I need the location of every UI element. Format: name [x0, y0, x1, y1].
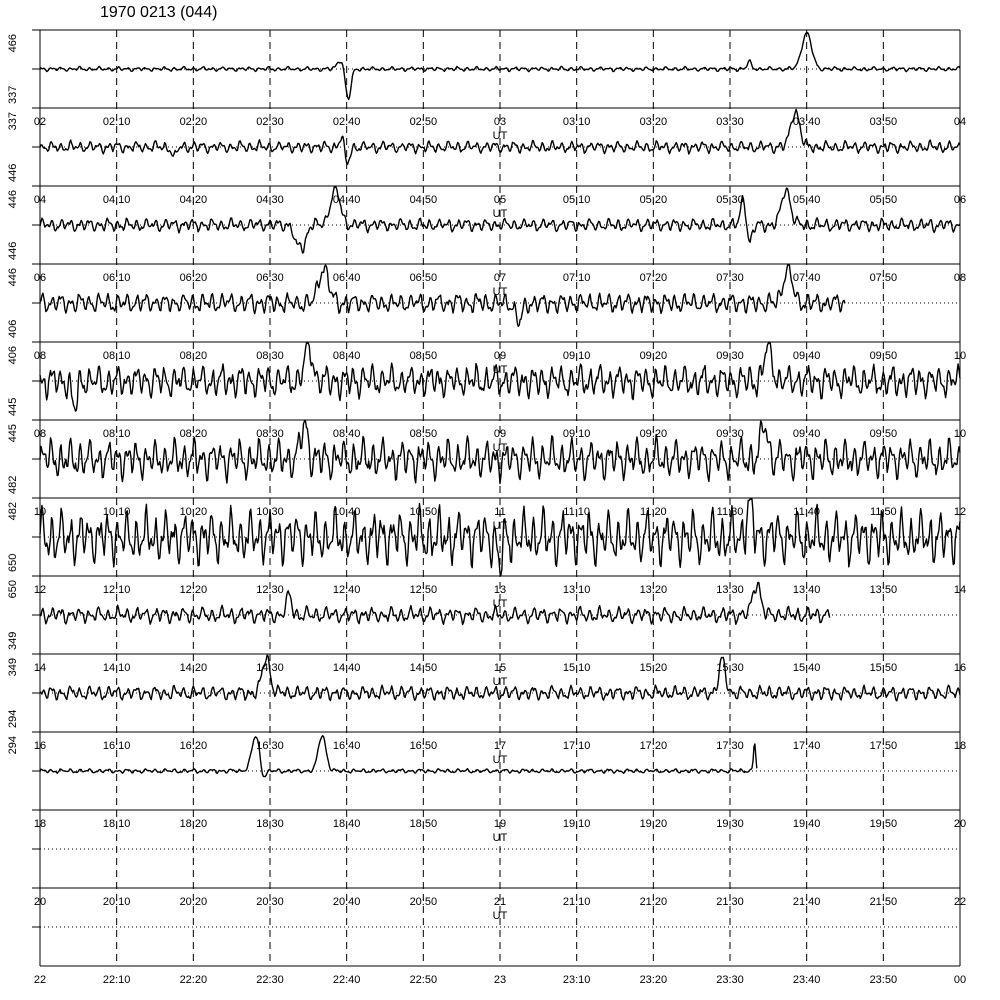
- time-tick-label: 21:10: [562, 896, 591, 908]
- scale-label-bottom: 446: [7, 241, 19, 260]
- time-tick-label: 14:30: [256, 662, 284, 674]
- chart-title: 1970 0213 (044): [100, 4, 218, 21]
- time-tick-label: 21:20: [639, 896, 668, 908]
- time-tick-label: 08:20: [179, 350, 208, 362]
- time-tick-label: 05:50: [869, 194, 898, 206]
- time-tick-label: 13: [493, 584, 507, 596]
- time-tick-label: 09:30: [716, 428, 744, 440]
- time-label-start: 22: [33, 974, 47, 986]
- time-tick-label: 16:40: [332, 740, 361, 752]
- unit-label-ut: UT: [492, 208, 508, 220]
- time-tick-label: 02:50: [409, 116, 438, 128]
- time-tick-label: 11:10: [563, 506, 591, 518]
- time-tick-label: 23:40: [792, 974, 821, 986]
- time-tick-label: 13:40: [792, 584, 821, 596]
- time-tick-label: 22:30: [256, 974, 284, 986]
- time-tick-label: 19:40: [792, 818, 821, 830]
- time-label-end: 16: [953, 662, 967, 674]
- time-label-start: 20: [33, 896, 47, 908]
- unit-label-ut: UT: [492, 286, 508, 298]
- time-tick-label: 02:20: [179, 116, 208, 128]
- time-tick-label: 12:30: [256, 584, 284, 596]
- time-tick-label: 08:10: [102, 428, 131, 440]
- time-tick-label: 03:10: [562, 116, 591, 128]
- time-label-end: 04: [953, 116, 967, 128]
- time-tick-label: 03: [493, 116, 507, 128]
- time-tick-label: 15:30: [716, 662, 744, 674]
- time-tick-label: 03:40: [792, 116, 821, 128]
- time-tick-label: 02:30: [256, 116, 284, 128]
- unit-label-ut: UT: [492, 442, 508, 454]
- scale-label-bottom: 337: [7, 85, 19, 104]
- time-tick-label: 17: [493, 740, 507, 752]
- time-tick-label: 04:50: [409, 194, 438, 206]
- time-tick-label: 19:50: [869, 818, 898, 830]
- time-label-end: 10: [953, 428, 967, 440]
- time-label-end: 08: [953, 272, 967, 284]
- time-tick-label: 08:40: [332, 428, 361, 440]
- scale-label-top: 446: [7, 268, 19, 287]
- scale-label-top: 446: [7, 190, 19, 209]
- time-tick-label: 11: [494, 506, 506, 518]
- time-tick-label: 10:10: [102, 506, 131, 518]
- time-tick-label: 08:30: [256, 428, 284, 440]
- time-tick-label: 09:10: [562, 350, 591, 362]
- time-tick-label: 23:10: [562, 974, 591, 986]
- time-tick-label: 14:50: [409, 662, 438, 674]
- time-tick-label: 06:30: [256, 272, 284, 284]
- unit-label-ut: UT: [492, 676, 508, 688]
- time-tick-label: 17:30: [716, 740, 744, 752]
- scale-label-top: 294: [7, 736, 19, 755]
- unit-label-ut: UT: [492, 910, 508, 922]
- time-tick-label: 17:40: [792, 740, 821, 752]
- scale-label-top: 337: [7, 112, 19, 131]
- time-tick-label: 10:30: [256, 506, 284, 518]
- time-tick-label: 16:20: [179, 740, 208, 752]
- time-tick-label: 04:10: [102, 194, 131, 206]
- time-label-start: 04: [33, 194, 47, 206]
- time-tick-label: 09:50: [869, 350, 898, 362]
- scale-label-bottom: 482: [7, 475, 19, 494]
- time-label-end: 10: [953, 350, 967, 362]
- time-tick-label: 10:40: [332, 506, 361, 518]
- scale-label-bottom: 349: [7, 631, 19, 650]
- scale-label-top: 482: [7, 502, 19, 521]
- time-tick-label: 13:10: [562, 584, 591, 596]
- time-tick-label: 11:50: [869, 506, 897, 518]
- time-tick-label: 20:10: [102, 896, 131, 908]
- time-tick-label: 21:30: [716, 896, 744, 908]
- time-label-start: 16: [33, 740, 47, 752]
- time-tick-label: 08:20: [179, 428, 208, 440]
- time-tick-label: 21:40: [792, 896, 821, 908]
- time-tick-label: 06:10: [102, 272, 131, 284]
- time-tick-label: 08:50: [409, 428, 438, 440]
- time-tick-label: 09:10: [562, 428, 591, 440]
- time-tick-label: 07:40: [792, 272, 821, 284]
- unit-label-ut: UT: [492, 832, 508, 844]
- time-tick-label: 08:40: [332, 350, 361, 362]
- time-tick-label: 07:50: [869, 272, 898, 284]
- time-tick-label: 05:30: [716, 194, 744, 206]
- time-label-start: 02: [33, 116, 47, 128]
- time-tick-label: 03:50: [869, 116, 898, 128]
- time-tick-label: 03:20: [639, 116, 668, 128]
- scale-label-top: 650: [7, 580, 19, 599]
- time-tick-label: 05: [493, 194, 507, 206]
- time-tick-label: 18:20: [179, 818, 208, 830]
- time-tick-label: 04:40: [332, 194, 361, 206]
- time-tick-label: 19:10: [562, 818, 591, 830]
- time-tick-label: 07:10: [562, 272, 591, 284]
- time-tick-label: 18:40: [332, 818, 361, 830]
- time-tick-label: 04:30: [256, 194, 284, 206]
- time-tick-label: 16:10: [102, 740, 131, 752]
- time-tick-label: 13:20: [639, 584, 668, 596]
- time-tick-label: 12:20: [179, 584, 208, 596]
- time-label-end: 00: [953, 974, 967, 986]
- time-tick-label: 23:30: [716, 974, 744, 986]
- time-tick-label: 07:30: [716, 272, 744, 284]
- time-tick-label: 19:30: [716, 818, 744, 830]
- time-tick-label: 15:50: [869, 662, 898, 674]
- time-tick-label: 17:10: [562, 740, 591, 752]
- time-tick-label: 08:10: [102, 350, 131, 362]
- time-tick-label: 22:20: [179, 974, 208, 986]
- time-label-start: 08: [33, 428, 47, 440]
- time-label-start: 06: [33, 272, 47, 284]
- time-tick-label: 09:40: [792, 350, 821, 362]
- time-tick-label: 16:30: [256, 740, 284, 752]
- unit-label-ut: UT: [492, 754, 508, 766]
- time-tick-label: 08:30: [256, 350, 284, 362]
- time-tick-label: 09: [493, 428, 507, 440]
- time-tick-label: 22:40: [332, 974, 361, 986]
- time-tick-label: 07: [493, 272, 507, 284]
- time-tick-label: 19:20: [639, 818, 668, 830]
- unit-label-ut: UT: [492, 364, 508, 376]
- time-tick-label: 06:50: [409, 272, 438, 284]
- unit-label-ut: UT: [492, 130, 508, 142]
- time-label-end: 20: [953, 818, 967, 830]
- unit-label-ut: UT: [492, 520, 508, 532]
- time-tick-label: 21:50: [869, 896, 898, 908]
- scale-label-bottom: 294: [7, 709, 19, 728]
- time-label-start: 08: [33, 350, 47, 362]
- time-tick-label: 22:50: [409, 974, 438, 986]
- time-tick-label: 22:10: [102, 974, 131, 986]
- time-tick-label: 09:20: [639, 428, 668, 440]
- time-tick-label: 16:50: [409, 740, 438, 752]
- time-tick-label: 17:20: [639, 740, 668, 752]
- time-tick-label: 18:50: [409, 818, 438, 830]
- time-label-end: 14: [953, 584, 967, 596]
- scale-label-top: 466: [7, 34, 19, 53]
- time-tick-label: 14:10: [102, 662, 131, 674]
- time-tick-label: 23: [493, 974, 507, 986]
- time-label-end: 22: [953, 896, 967, 908]
- time-tick-label: 10:50: [409, 506, 438, 518]
- time-tick-label: 17:50: [869, 740, 898, 752]
- time-label-start: 10: [33, 506, 47, 518]
- time-tick-label: 11:30: [716, 506, 744, 518]
- time-tick-label: 15:20: [639, 662, 668, 674]
- time-tick-label: 15:40: [792, 662, 821, 674]
- time-label-start: 18: [33, 818, 47, 830]
- time-tick-label: 15:10: [562, 662, 591, 674]
- time-tick-label: 09: [493, 350, 507, 362]
- time-tick-label: 02:40: [332, 116, 361, 128]
- time-tick-label: 12:40: [332, 584, 361, 596]
- scale-label-bottom: 650: [7, 553, 19, 572]
- time-tick-label: 14:20: [179, 662, 208, 674]
- time-tick-label: 10:20: [179, 506, 208, 518]
- time-tick-label: 06:20: [179, 272, 208, 284]
- time-tick-label: 23:50: [869, 974, 898, 986]
- time-tick-label: 05:20: [639, 194, 668, 206]
- time-tick-label: 09:50: [869, 428, 898, 440]
- time-label-start: 14: [33, 662, 47, 674]
- time-tick-label: 18:30: [256, 818, 284, 830]
- time-tick-label: 02:10: [102, 116, 131, 128]
- time-tick-label: 05:40: [792, 194, 821, 206]
- time-tick-label: 13:30: [716, 584, 744, 596]
- time-tick-label: 09:40: [792, 428, 821, 440]
- scale-label-top: 406: [7, 346, 19, 365]
- scale-label-bottom: 406: [7, 319, 19, 338]
- time-tick-label: 03:30: [716, 116, 744, 128]
- time-tick-label: 08:50: [409, 350, 438, 362]
- time-tick-label: 18:10: [102, 818, 131, 830]
- time-tick-label: 09:20: [639, 350, 668, 362]
- time-tick-label: 04:20: [179, 194, 208, 206]
- unit-label-ut: UT: [492, 598, 508, 610]
- time-tick-label: 13:50: [869, 584, 898, 596]
- time-tick-label: 23:20: [639, 974, 668, 986]
- time-tick-label: 20:30: [256, 896, 284, 908]
- time-tick-label: 20:50: [409, 896, 438, 908]
- time-label-end: 06: [953, 194, 967, 206]
- time-tick-label: 11:40: [793, 506, 821, 518]
- scale-label-top: 349: [7, 658, 19, 677]
- time-tick-label: 20:20: [179, 896, 208, 908]
- time-label-end: 12: [953, 506, 967, 518]
- time-tick-label: 12:50: [409, 584, 438, 596]
- scale-label-bottom: 445: [7, 397, 19, 416]
- time-tick-label: 12:10: [102, 584, 131, 596]
- time-tick-label: 20:40: [332, 896, 361, 908]
- time-tick-label: 05:10: [562, 194, 591, 206]
- time-tick-label: 19: [493, 818, 507, 830]
- time-label-start: 12: [33, 584, 47, 596]
- time-tick-label: 11:20: [639, 506, 667, 518]
- time-tick-label: 06:40: [332, 272, 361, 284]
- time-tick-label: 07:20: [639, 272, 668, 284]
- scale-label-top: 445: [7, 424, 19, 443]
- time-tick-label: 14:40: [332, 662, 361, 674]
- time-tick-label: 21: [493, 896, 507, 908]
- time-tick-label: 15: [493, 662, 507, 674]
- time-label-end: 18: [953, 740, 967, 752]
- time-tick-label: 09:30: [716, 350, 744, 362]
- scale-label-bottom: 446: [7, 163, 19, 182]
